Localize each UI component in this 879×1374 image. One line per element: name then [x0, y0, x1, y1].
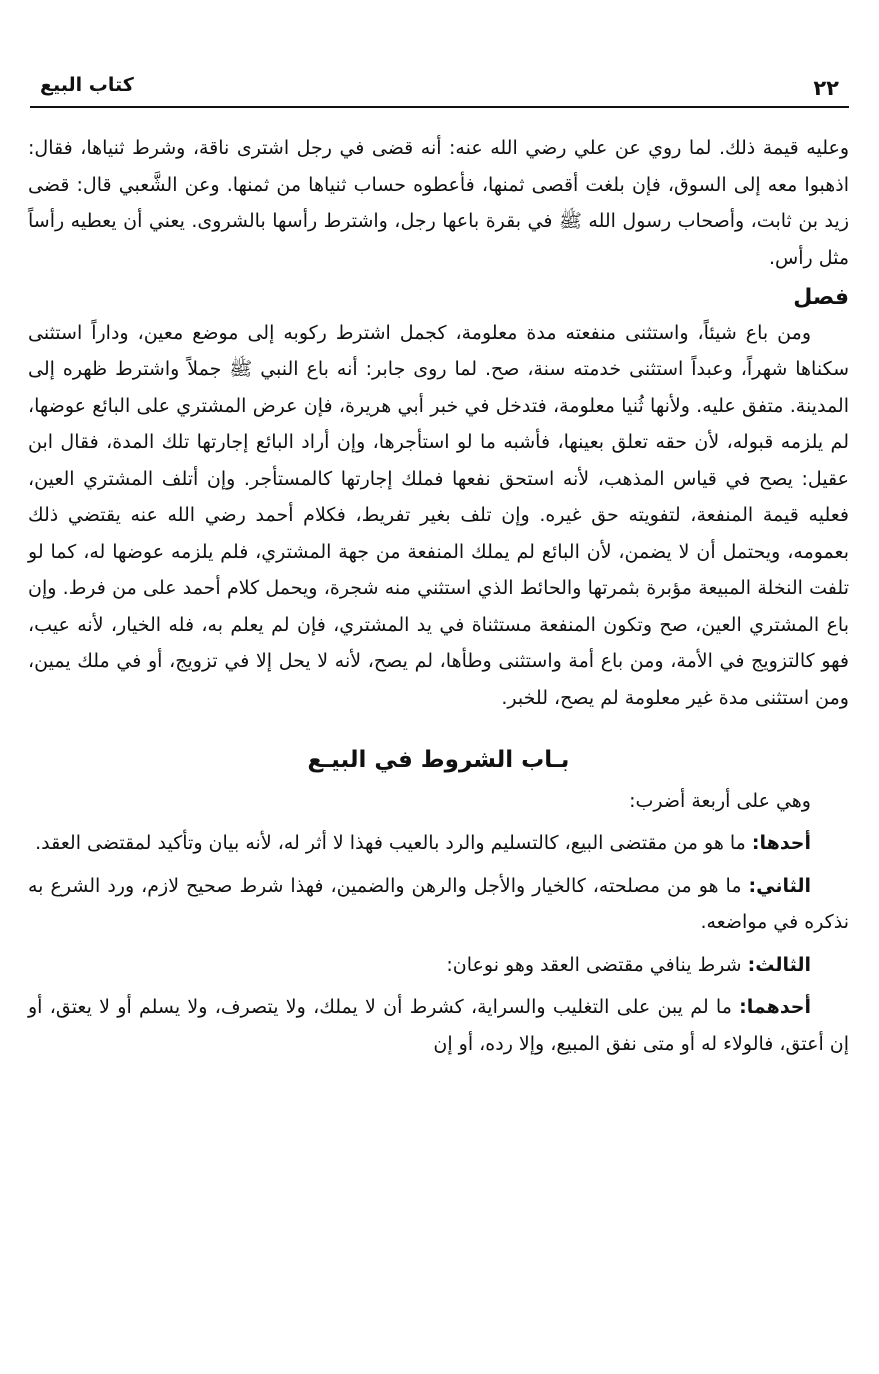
list-item [28, 947, 849, 984]
section-heading-fasl: فصل [793, 285, 849, 310]
paragraph-chapter-intro: وهي على أربعة أضرب: [629, 789, 811, 812]
paragraph-opening: وعليه قيمة ذلك. لما روي عن علي رضي الله عنه: أنه قضى في رجل اشترى ناقة، وشرط ثنياها، فقال: اذهبوا معه إلى السوق، فإن بلغت أقصى ثمنها، فأعطوه حساب ثنياها من ثمنها. وعن الشَّعبي قال: قضى زيد بن ثابت، وأصحاب رسول الله ﷺ في بقرة باعها رجل، واشترط رأسها بالشروى. يعني أن يعطيه رأساً مثل رأس. [28, 137, 849, 269]
list-item-text: شرط ينافي مقتضى العقد وهو نوعان: [446, 953, 748, 976]
list-item [28, 825, 849, 862]
list-item-lead: الثاني: [748, 874, 811, 897]
list-item-lead: الثالث: [747, 953, 811, 976]
list-item [28, 989, 849, 1062]
list-item-text: ما هو من مقتضى البيع، كالتسليم والرد بالعيب فهذا لا أثر له، لأنه بيان وتأكيد لمقتضى العقد. [35, 832, 752, 854]
page-header [30, 70, 849, 108]
chapter-heading: بـاب الشروط في البيـع [307, 747, 570, 773]
list-item [28, 868, 849, 941]
body-text [28, 130, 849, 1062]
book-title: كتاب البيع [40, 74, 134, 96]
list-item-text: ما لم يبن على التغليب والسراية، كشرط أن لا يملك، ولا يتصرف، ولا يسلم أو لا يعتق، أو إن أعتق، فالولاء له أو متى نفق المبيع، وإلا رده، أو إن [28, 996, 849, 1055]
list-item-text: ما هو من مصلحته، كالخيار والأجل والرهن والضمين، فهذا شرط صحيح لازم، ورد الشرع به نذكره في مواضعه. [28, 874, 849, 933]
page-number: ٢٢ [813, 76, 839, 100]
list-item-lead: أحدهما: [739, 996, 811, 1018]
paragraph-fasl: ومن باع شيئاً، واستثنى منفعته مدة معلومة، كجمل اشترط ركوبه إلى موضع معين، وداراً استثنى سكناها شهراً، وعبداً استثنى خدمته سنة، صح. لما روى جابر: أنه باع النبي ﷺ جملاً واشترط ظهره إلى المدينة. متفق عليه. ولأنها ثُنيا معلومة، فتدخل في خبر أبي هريرة، فإن عرض المشتري على البائع عوضها، لم يلزمه قبوله، لأن حقه تعلق بعينها، فأشبه ما لو استأجرها، وإن أراد البائع إجارتها تلك المدة، فقال ابن عقيل: يصح في قياس المذهب، لأنه استحق نفعها فملك إجارتها كالمستأجر. وإن أتلف المشتري العين، فعليه قيمة المنفعة، لتفويته حق غيره. وإن تلف بغير تفريط، فكلام أحمد رضي الله عنه يقتضي ذلك بعمومه، ويحتمل أن لا يضمن، لأن البائع لم يملك المنفعة من جهة المشتري، فلم يلزمه عوضها له، كما لو تلفت النخلة المبيعة مؤبرة بثمرتها والحائط الذي استثني منه شجرة، ويحمل كلام أحمد على من فرط. وإن باع المشتري العين، صح وتكون المنفعة مستثناة في يد المشتري، فإن لم يعلم به، فله الخيار، لأنه عيب، فهو كالتزويج في الأمة، ومن باع أمة واستثنى وطأها، لم يصح، لأنه لا يحل إلا في تزويج، أو في ملك يمين، ومن استثنى مدة غير معلومة لم يصح، للخبر. [28, 321, 849, 709]
list-item-lead: أحدها: [751, 832, 811, 854]
